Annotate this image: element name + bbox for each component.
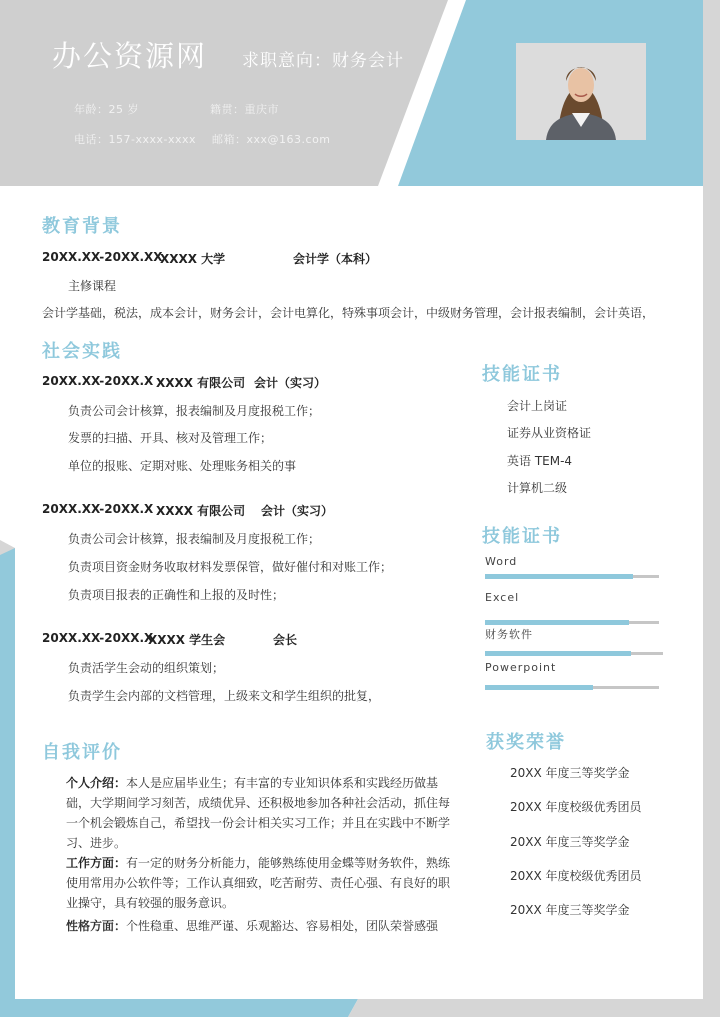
practice-item: 负责活学生会动的组织策划；	[68, 661, 225, 675]
skill-bar	[485, 621, 659, 624]
practice-org: XXXX 学生会	[148, 633, 226, 647]
certs-title: 技能证书	[482, 364, 562, 385]
practice-item: 负责项目资金财务收取材料发票保管，做好催付和对账工作；	[68, 560, 393, 574]
practice-date: 20XX.XX-20XX.X	[42, 374, 154, 388]
skill-bar	[485, 652, 663, 655]
skill-bar	[485, 575, 659, 578]
self-intro	[66, 773, 458, 853]
skill-bar-fill	[485, 651, 631, 656]
applicant-name: 办公资源网	[52, 39, 208, 73]
courses-label: 主修课程	[68, 279, 117, 293]
skill-bar-fill	[485, 620, 629, 625]
job-intent: 求职意向：财务会计	[242, 51, 404, 71]
practice-org: XXXX 有限公司	[156, 376, 246, 390]
award-item: 20XX 年度三等奖学金	[510, 903, 630, 917]
self-work	[66, 853, 458, 913]
email-info: 邮箱：xxx@163.com	[212, 133, 331, 146]
award-item: 20XX 年度校级优秀团员	[510, 869, 642, 883]
practice-item: 负责公司会计核算，报表编制及月度报税工作；	[68, 532, 321, 546]
skill-bar	[485, 686, 659, 689]
age-info: 年龄：25 岁	[74, 103, 139, 116]
practice-role: 会计（实习）	[261, 504, 334, 518]
practice-date: 20XX.XX-20XX.X	[42, 631, 154, 645]
education-date: 20XX.XX-20XX.XX	[42, 250, 163, 264]
award-item: 20XX 年度三等奖学金	[510, 835, 630, 849]
education-school: XXXX 大学	[160, 252, 226, 266]
practice-item: 负责公司会计核算，报表编制及月度报税工作；	[68, 404, 321, 418]
practice-date: 20XX.XX-20XX.X	[42, 502, 154, 516]
origin-info: 籍贯：重庆市	[210, 103, 279, 116]
cert-item: 计算机二级	[507, 481, 568, 495]
skill-name: 财务软件	[485, 628, 533, 641]
skill-name: Word	[485, 555, 518, 568]
practice-item: 负责学生会内部的文档管理，上级来文和学生组织的批复，	[68, 689, 381, 703]
self-work-label: 工作方面：	[66, 856, 127, 870]
practice-item: 发票的扫描、开具、核对及管理工作；	[68, 431, 273, 445]
phone-info: 电话：157-xxxx-xxxx	[74, 133, 197, 146]
self-character-text: 个性稳重、思维严谨、乐观豁达、容易相处，团队荣誉感强	[126, 919, 439, 933]
education-title: 教育背景	[42, 216, 122, 237]
awards-title: 获奖荣誉	[486, 732, 566, 753]
skills-title: 技能证书	[482, 526, 562, 547]
practice-role: 会计（实习）	[254, 376, 327, 390]
courses-list: 会计学基础，税法，成本会计，财务会计，会计电算化，特殊事项会计，中级财务管理，会计报表编制，会计英语，	[42, 306, 655, 320]
practice-role: 会长	[273, 633, 298, 647]
profile-photo	[516, 43, 646, 140]
award-item: 20XX 年度校级优秀团员	[510, 800, 642, 814]
practice-item: 单位的报账、定期对账、处理账务相关的事	[68, 459, 297, 473]
practice-item: 负责项目报表的正确性和上报的及时性；	[68, 588, 285, 602]
self-eval-title: 自我评价	[42, 742, 122, 763]
self-character-label: 性格方面：	[66, 919, 127, 933]
skill-bar-fill	[485, 685, 593, 690]
self-intro-text: 本人是应届毕业生；有丰富的专业知识体系和实践经历做基础，大学期间学习刻苦，成绩优异、还积极地参加各种社会活动，抓住每一个机会锻炼自己，希望找一份会计相关实习工作；并且在实践中不断学习、进步。	[66, 776, 451, 850]
award-item: 20XX 年度三等奖学金	[510, 766, 630, 780]
cert-item: 证券从业资格证	[507, 426, 592, 440]
skill-name: Excel	[485, 591, 520, 604]
skill-name: Powerpoint	[485, 661, 557, 674]
cert-item: 会计上岗证	[507, 399, 568, 413]
self-character	[66, 916, 446, 942]
self-intro-label: 个人介绍：	[66, 776, 127, 790]
practice-org: XXXX 有限公司	[156, 504, 246, 518]
self-work-text: 有一定的财务分析能力，能够熟练使用金蝶等财务软件，熟练使用常用办公软件等；工作认真细致，吃苦耐劳、责任心强、有良好的职业操守，具有较强的服务意识。	[66, 856, 451, 910]
cert-item: 英语 TEM-4	[507, 454, 573, 468]
practice-title: 社会实践	[42, 341, 122, 362]
skill-bar-fill	[485, 574, 633, 579]
education-major: 会计学（本科）	[293, 252, 378, 266]
